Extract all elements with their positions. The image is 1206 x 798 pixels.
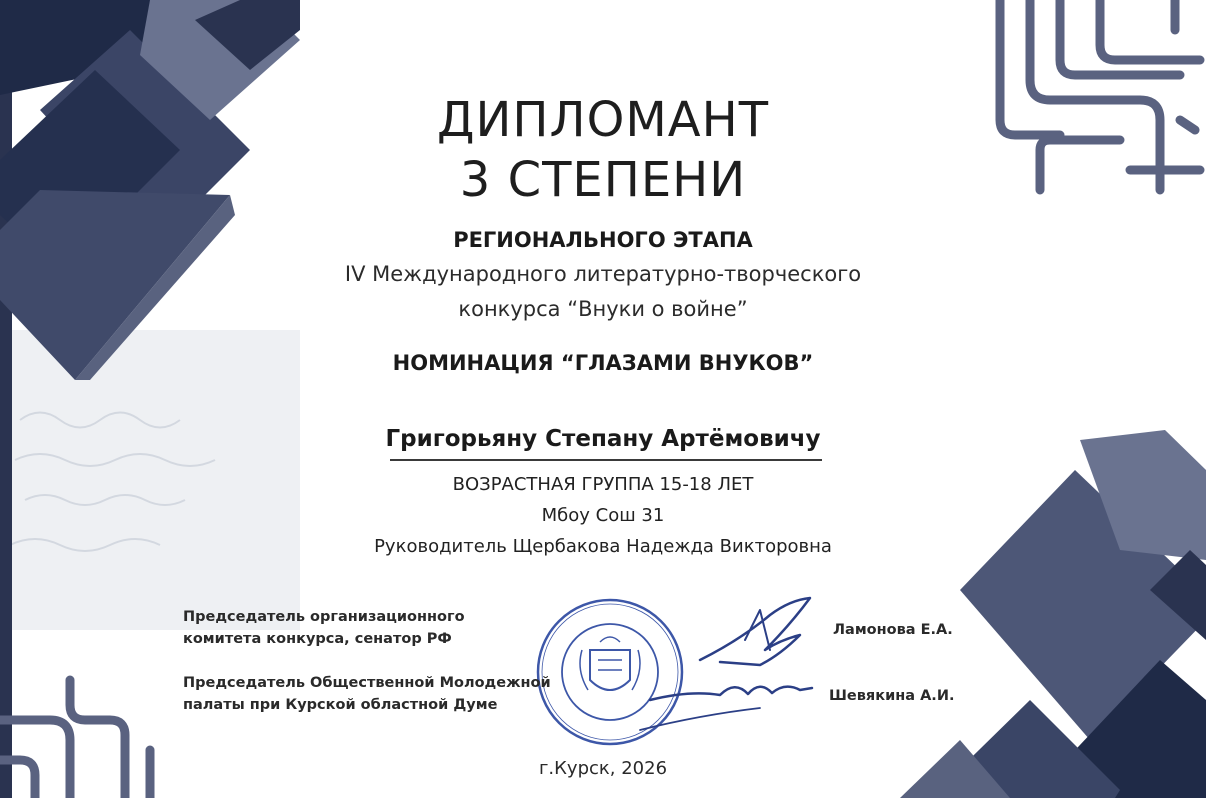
stage-heading: РЕГИОНАЛЬНОГО ЭТАПА bbox=[453, 228, 753, 252]
school-name: Мбоу Сош 31 bbox=[541, 505, 665, 526]
contest-line-1: IV Международного литературно-творческого bbox=[344, 262, 862, 286]
signatory-1-position-line-1: Председатель организационного bbox=[183, 609, 465, 625]
signatory-1-position-line-2: комитета конкурса, сенатор РФ bbox=[183, 631, 452, 647]
recipient-underline bbox=[390, 459, 822, 461]
supervisor: Руководитель Щербакова Надежда Викторовна bbox=[374, 536, 832, 557]
signatory-1-name: Ламонова Е.А. bbox=[833, 622, 953, 638]
signatory-2-position-line-2: палаты при Курской областной Думе bbox=[183, 697, 498, 713]
signatory-1-position bbox=[183, 606, 465, 650]
place-and-date: г.Курск, 2026 bbox=[538, 758, 668, 779]
title-line-2: 3 СТЕПЕНИ bbox=[459, 152, 747, 208]
signatory-2-position bbox=[183, 672, 551, 716]
signatory-2-position-line-1: Председатель Общественной Молодежной bbox=[183, 675, 551, 691]
signatory-2-name: Шевякина А.И. bbox=[829, 688, 955, 704]
official-stamp bbox=[538, 600, 682, 744]
nomination-heading: НОМИНАЦИЯ “ГЛАЗАМИ ВНУКОВ” bbox=[392, 351, 814, 375]
contest-line-2: конкурса “Внуки о войне” bbox=[458, 297, 748, 321]
recipient-name: Григорьяну Степану Артёмовичу bbox=[385, 426, 821, 452]
signature-1 bbox=[700, 598, 810, 665]
title-line-1: ДИПЛОМАНТ bbox=[436, 92, 770, 148]
bottom-left-line-pattern bbox=[0, 680, 150, 798]
age-group: ВОЗРАСТНАЯ ГРУППА 15-18 ЛЕТ bbox=[452, 474, 754, 495]
